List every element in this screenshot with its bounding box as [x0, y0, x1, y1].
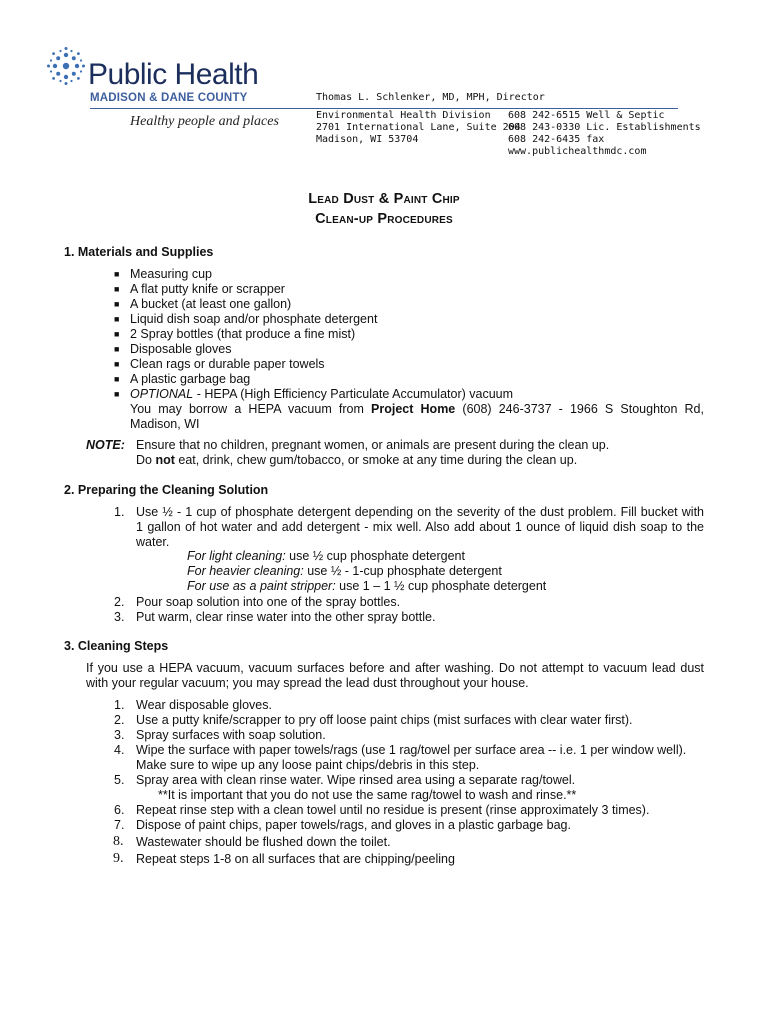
stripper-label: For use as a paint stripper: [187, 579, 336, 593]
bullet-icon: ■ [114, 389, 120, 399]
solution-step2: Pour soap solution into one of the spray bottles. [136, 595, 401, 609]
section2-heading: 2. Preparing the Cleaning Solution [64, 483, 269, 497]
list-item: A flat putty knife or scrapper [130, 282, 285, 296]
bullet-icon: ■ [114, 299, 120, 309]
header-divider [90, 108, 678, 109]
step-number: 3. [114, 610, 125, 624]
bullet-icon: ■ [114, 359, 120, 369]
borrow-line2: Madison, WI [130, 417, 200, 431]
cleaning-intro-line2: with your regular vacuum; you may spread the lead dust throughout your house. [86, 676, 529, 690]
cleaning-step: Spray surfaces with soap solution. [136, 728, 326, 742]
list-item: Liquid dish soap and/or phosphate detergent [130, 312, 378, 326]
logo-title: Public Health [88, 58, 259, 91]
optional-label: OPTIONAL [130, 387, 194, 401]
step-number: 1. [114, 505, 125, 519]
step-number: 2. [114, 713, 125, 727]
cleaning-intro-line1: If you use a HEPA vacuum, vacuum surfaces before and after washing. Do not attempt to vacuum lead dust [86, 661, 704, 675]
cleaning-step: Wastewater should be flushed down the toilet. [136, 835, 391, 849]
bullet-icon: ■ [114, 374, 120, 384]
cleaning-step4-line2: Make sure to wipe up any loose paint chips/debris in this step. [136, 758, 480, 772]
borrow-text: You may borrow a HEPA vacuum from [130, 402, 372, 416]
website-link[interactable]: www.publichealthmdc.com [508, 146, 647, 157]
light-cleaning [187, 549, 465, 564]
borrow-contact: (608) 246-3737 - 1966 S Stoughton Rd, [455, 402, 704, 416]
solution-step1-line3: water. [136, 535, 170, 549]
director-name: Thomas L. Schlenker, MD, MPH, Director [316, 92, 545, 103]
stripper-text: use 1 – 1 ½ cup phosphate detergent [335, 579, 547, 593]
light-label: For light cleaning: [187, 549, 286, 563]
section1-heading: 1. Materials and Supplies [64, 245, 214, 259]
bullet-icon: ■ [114, 284, 120, 294]
cleaning-step: Repeat rinse step with a clean towel until no residue is present (rinse approximately 3 times). [136, 803, 650, 817]
note-emphasis: not [155, 453, 175, 467]
cleaning-step: Wear disposable gloves. [136, 698, 272, 712]
section3-heading: 3. Cleaning Steps [64, 639, 169, 653]
bullet-icon: ■ [114, 344, 120, 354]
address-line1: 2701 International Lane, Suite 204 [316, 122, 521, 133]
light-text: use ½ cup phosphate detergent [285, 549, 465, 563]
fax-number: 608 242-6435 fax [508, 134, 605, 145]
note-line1: Ensure that no children, pregnant women, or animals are present during the clean up. [136, 438, 610, 452]
step-number: 5. [114, 773, 125, 787]
bullet-icon: ■ [114, 329, 120, 339]
step-number: 1. [114, 698, 125, 712]
step-number: 3. [114, 728, 125, 742]
list-item: A plastic garbage bag [130, 372, 251, 386]
address-line2: Madison, WI 53704 [316, 134, 419, 145]
snowflake-logo-icon [46, 46, 86, 86]
list-item-optional [130, 387, 513, 402]
list-item: A bucket (at least one gallon) [130, 297, 292, 311]
list-item: Clean rags or durable paper towels [130, 357, 325, 371]
cleaning-step: Spray area with clean rinse water. Wipe rinsed area using a separate rag/towel. [136, 773, 576, 787]
phone-establishments: 608 243-0330 Lic. Establishments [508, 122, 701, 133]
solution-step1-line2: 1 gallon of hot water and add detergent - mix well. Also add about 1 ounce of liquid dish soap to the [136, 520, 704, 534]
cleaning-step: Wipe the surface with paper towels/rags (use 1 rag/towel per surface area -- i.e. 1 per window well). [136, 743, 687, 757]
optional-text: - HEPA (High Efficiency Particulate Accumulator) vacuum [193, 387, 514, 401]
list-item: Disposable gloves [130, 342, 232, 356]
step-number: 7. [114, 818, 125, 832]
division-name: Environmental Health Division [316, 110, 491, 121]
solution-step3: Put warm, clear rinse water into the other spray bottle. [136, 610, 436, 624]
document-title-line2: Clean-up Procedures [315, 211, 453, 227]
cleaning-step: Repeat steps 1-8 on all surfaces that are chipping/peeling [136, 852, 455, 866]
list-item: 2 Spray bottles (that produce a fine mist) [130, 327, 356, 341]
step-number: 4. [114, 743, 125, 757]
step-number: 8. [113, 834, 124, 849]
solution-step1-line1: Use ½ - 1 cup of phosphate detergent depending on the severity of the dust problem. Fill bucket with [136, 505, 704, 519]
paint-stripper [187, 579, 546, 594]
public-health-logo [46, 44, 286, 134]
cleaning-step: Dispose of paint chips, paper towels/rags, and gloves in a plastic garbage bag. [136, 818, 571, 832]
logo-subtitle: MADISON & DANE COUNTY [90, 92, 248, 104]
note-text: eat, drink, chew gum/tobacco, or smoke at any time during the clean up. [174, 453, 578, 467]
note-label: NOTE: [86, 438, 125, 452]
list-item: Measuring cup [130, 267, 212, 281]
heavy-cleaning [187, 564, 502, 579]
note-text: Do [136, 453, 156, 467]
borrow-line [130, 402, 704, 417]
bullet-icon: ■ [114, 314, 120, 324]
document-title-line1: Lead Dust & Paint Chip [308, 191, 460, 207]
heavy-label: For heavier cleaning: [187, 564, 304, 578]
heavy-text: use ½ - 1-cup phosphate detergent [303, 564, 502, 578]
step-number: 9. [113, 851, 124, 866]
step-number: 6. [114, 803, 125, 817]
note-line2 [136, 453, 577, 468]
cleaning-step: Use a putty knife/scrapper to pry off loose paint chips (mist surfaces with clear water first). [136, 713, 633, 727]
rinse-warning: **It is important that you do not use the same rag/towel to wash and rinse.** [158, 788, 577, 802]
step-number: 2. [114, 595, 125, 609]
phone-well-septic: 608 242-6515 Well & Septic [508, 110, 665, 121]
logo-tagline: Healthy people and places [130, 114, 279, 129]
bullet-icon: ■ [114, 269, 120, 279]
project-home-name: Project Home [371, 402, 456, 416]
